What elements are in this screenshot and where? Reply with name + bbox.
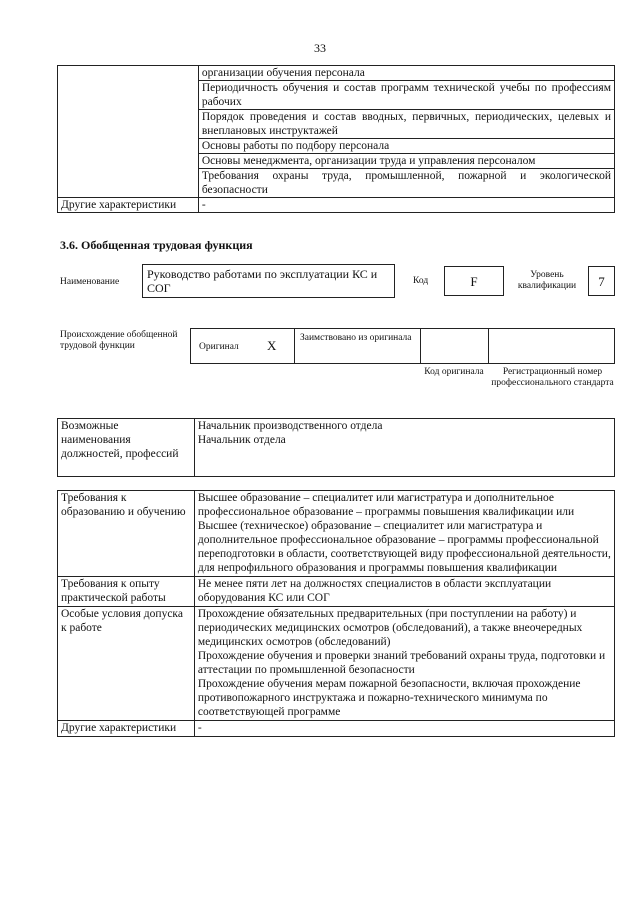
knowledge-item: Основы работы по подбору персонала bbox=[198, 139, 614, 154]
table-row bbox=[58, 419, 615, 477]
level-label: Уровень квалификации bbox=[517, 270, 577, 291]
experience-label: Требования к опыту практической работы bbox=[58, 577, 195, 607]
level-value-box bbox=[588, 266, 615, 296]
table-row bbox=[58, 721, 615, 737]
table-row bbox=[58, 66, 615, 81]
other-characteristics-value: - bbox=[198, 198, 614, 213]
original-mark: X bbox=[267, 338, 277, 353]
education-value bbox=[194, 491, 614, 577]
origin-divider bbox=[420, 329, 421, 363]
other-characteristics-label: Другие характеристики bbox=[58, 198, 199, 213]
table-row bbox=[58, 607, 615, 721]
reg-number-caption: Регистрационный номер профессионального стандарта bbox=[491, 367, 614, 388]
position-item: Начальник производственного отдела bbox=[197, 420, 383, 432]
original-label: Оригинал bbox=[199, 342, 239, 352]
knowledge-item: Требования охраны труда, промышленной, пожарной и экологической безопасности bbox=[198, 169, 614, 198]
name-label: Наименование bbox=[60, 277, 120, 287]
positions-table bbox=[57, 418, 615, 477]
position-item: Начальник отдела bbox=[197, 434, 286, 446]
borrowed-label: Заимствовано из оригинала bbox=[300, 333, 412, 343]
knowledge-item: Основы менеджмента, организации труда и управления персоналом bbox=[198, 154, 614, 169]
requirement-line: Высшее (техническое) образование – специалитет или магистратура и дополнительное профессиональное образование – программы профессиональной переподготовки в области, соответствующей виду профессиональной деятельности, для непрофильного образования и программы повышения квалификации bbox=[197, 520, 611, 574]
admission-label: Особые условия допуска к работе bbox=[58, 607, 195, 721]
requirement-line: Высшее образование – специалитет или магистратура и дополнительное профессиональное образование – программы повышения квалификации или bbox=[197, 492, 575, 518]
page-number: 33 bbox=[314, 41, 326, 55]
experience-value bbox=[194, 577, 614, 607]
empty-label-cell bbox=[58, 66, 199, 198]
requirements-table bbox=[57, 490, 615, 737]
origin-divider bbox=[488, 329, 489, 363]
other-label: Другие характеристики bbox=[58, 721, 195, 737]
name-value-box bbox=[142, 264, 395, 298]
code-original-caption: Код оригинала bbox=[424, 367, 484, 377]
requirement-line: Прохождение обязательных предварительных (при поступлении на работу) и периодических медицинских осмотров (обследований), а также внеочередных медицинских осмотров (обследований) bbox=[197, 608, 583, 648]
table-row bbox=[58, 198, 615, 213]
requirement-line: Прохождение обучения и проверки знаний требований охраны труда, подготовки и аттестации по промышленной безопасности bbox=[197, 650, 606, 676]
positions-values bbox=[194, 419, 614, 477]
requirement-line: - bbox=[197, 722, 202, 734]
code-label: Код bbox=[413, 276, 429, 286]
requirement-line: Прохождение обучения мерам пожарной безопасности, включая прохождение противопожарного инструктажа и пожарно-технического минимума по соответствующей программе bbox=[197, 678, 581, 718]
table-row bbox=[58, 577, 615, 607]
other-value bbox=[194, 721, 614, 737]
positions-label: Возможные наименования должностей, профессий bbox=[58, 419, 195, 477]
section-title: 3.6. Обобщенная трудовая функция bbox=[60, 238, 253, 252]
knowledge-item: Периодичность обучения и состав программ технической учебы по профессиям рабочих bbox=[198, 81, 614, 110]
admission-value bbox=[194, 607, 614, 721]
code-value-box bbox=[444, 266, 504, 296]
table-row bbox=[58, 491, 615, 577]
knowledge-item: Порядок проведения и состав вводных, первичных, периодических, целевых и внеплановых инструктажей bbox=[198, 110, 614, 139]
origin-table bbox=[190, 328, 615, 364]
requirement-line: Не менее пяти лет на должностях специалистов в области эксплуатации оборудования КС или СОГ bbox=[197, 578, 552, 604]
knowledge-table bbox=[57, 65, 615, 213]
knowledge-item: организации обучения персонала bbox=[198, 66, 614, 81]
education-label: Требования к образованию и обучению bbox=[58, 491, 195, 577]
name-value: Руководство работами по эксплуатации КС и СОГ bbox=[147, 267, 378, 295]
level-value: 7 bbox=[598, 274, 605, 289]
code-value: F bbox=[470, 274, 478, 289]
origin-divider bbox=[294, 329, 295, 363]
origin-label: Происхождение обобщенной трудовой функции bbox=[60, 330, 178, 351]
